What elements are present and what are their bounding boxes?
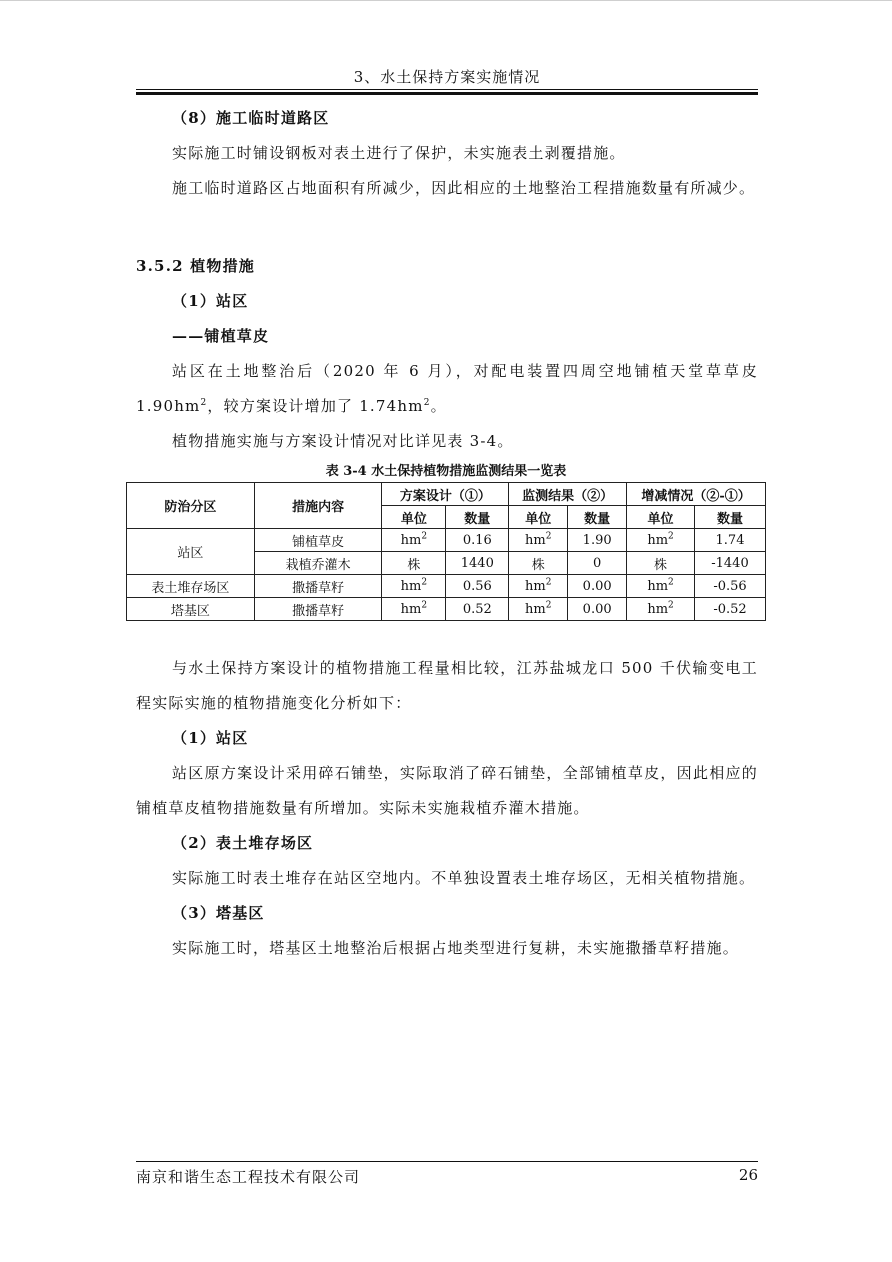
superscript: 2 xyxy=(423,398,431,408)
sub-heading-station: （1）站区 xyxy=(172,292,249,310)
analysis-heading-tower: （3）塔基区 xyxy=(172,904,265,922)
cell-qty: 1.74 xyxy=(695,529,766,552)
unit-text: hm xyxy=(647,532,669,548)
unit-text: hm xyxy=(400,532,422,548)
paragraph-intro: 与水土保持方案设计的植物措施工程量相比较，江苏盐城龙口 500 千伏输变电工程实际实施的植物措施变化分析如下： xyxy=(136,659,758,712)
analysis-heading-topsoil: （2）表土堆存场区 xyxy=(172,834,314,852)
cell-measure: 铺植草皮 xyxy=(254,529,382,552)
unit-text: hm xyxy=(525,601,546,617)
cell-qty: -0.52 xyxy=(695,598,766,621)
text-run: 站区在土地整治后（2020 年 6 月），对配电装置四周空地铺植天堂草草皮1.90hm xyxy=(136,362,758,415)
footer-rule xyxy=(136,1161,758,1162)
cell-unit xyxy=(627,529,695,552)
cell-measure: 撒播草籽 xyxy=(254,598,382,621)
table-row xyxy=(127,598,766,621)
paragraph: 施工临时道路区占地面积有所减少，因此相应的土地整治工程措施数量有所减少。 xyxy=(172,179,756,197)
superscript: 2 xyxy=(421,531,428,542)
plant-measures-table xyxy=(126,482,766,621)
cell-qty: 0.52 xyxy=(446,598,509,621)
table-row xyxy=(127,529,766,552)
col-header-unit: 单位 xyxy=(627,506,695,529)
heading-temp-road: （8）施工临时道路区 xyxy=(172,109,330,127)
cell-qty: -0.56 xyxy=(695,575,766,598)
col-header-qty: 数量 xyxy=(446,506,509,529)
cell-qty: 0.00 xyxy=(568,598,627,621)
cell-qty: -1440 xyxy=(695,552,766,575)
page-number: 26 xyxy=(738,1166,758,1184)
cell-qty: 0.00 xyxy=(568,575,627,598)
col-header-qty: 数量 xyxy=(568,506,627,529)
paragraph: 植物措施实施与方案设计情况对比详见表 3-4。 xyxy=(172,432,514,450)
superscript: 2 xyxy=(421,600,428,611)
cell-measure: 栽植乔灌木 xyxy=(254,552,382,575)
unit-text: hm xyxy=(525,532,546,548)
text-run: 。 xyxy=(430,397,447,415)
header-rule-thin xyxy=(136,89,758,90)
col-header-change: 增减情况（②-①） xyxy=(627,483,766,506)
cell-qty: 1440 xyxy=(446,552,509,575)
paragraph: 实际施工时，塔基区土地整治后根据占地类型进行复耕，未实施撒播草籽措施。 xyxy=(172,939,740,957)
cell-unit: 株 xyxy=(509,552,568,575)
unit-text: hm xyxy=(525,578,546,594)
table-row xyxy=(127,575,766,598)
col-header-unit: 单位 xyxy=(509,506,568,529)
cell-zone: 表土堆存场区 xyxy=(127,575,255,598)
superscript: 2 xyxy=(668,531,674,542)
running-header: 3、水土保持方案实施情况 xyxy=(353,68,541,86)
col-header-unit: 单位 xyxy=(382,506,446,529)
block-analysis xyxy=(136,651,758,966)
unit-text: hm xyxy=(647,578,669,594)
unit-text: hm xyxy=(647,601,669,617)
cell-unit xyxy=(627,575,695,598)
unit-text: hm xyxy=(400,601,422,617)
section-heading: 3.5.2 植物措施 xyxy=(136,257,255,275)
table-caption: 表 3-4 水土保持植物措施监测结果一览表 xyxy=(325,464,567,479)
superscript: 2 xyxy=(545,600,552,611)
header-rule-thick xyxy=(136,92,758,95)
sub-heading-turf: ——铺植草皮 xyxy=(172,327,270,345)
cell-unit: 株 xyxy=(382,552,446,575)
block-plant-measures xyxy=(136,249,758,459)
cell-unit xyxy=(509,598,568,621)
superscript: 2 xyxy=(421,577,428,588)
cell-zone: 站区 xyxy=(127,529,255,575)
superscript: 2 xyxy=(668,600,674,611)
cell-unit xyxy=(382,529,446,552)
col-header-design: 方案设计（①） xyxy=(382,483,509,506)
cell-unit xyxy=(382,598,446,621)
block-temp-road xyxy=(136,101,758,206)
table-header-row xyxy=(127,483,766,506)
paragraph: 实际施工时铺设钢板对表土进行了保护，未实施表土剥覆措施。 xyxy=(172,144,626,162)
superscript: 2 xyxy=(545,577,552,588)
cell-qty: 0 xyxy=(568,552,627,575)
col-header-zone: 防治分区 xyxy=(127,483,255,529)
col-header-qty: 数量 xyxy=(695,506,766,529)
superscript: 2 xyxy=(545,531,552,542)
cell-unit xyxy=(627,598,695,621)
paragraph: 站区原方案设计采用碎石铺垫，实际取消了碎石铺垫，全部铺植草皮，因此相应的铺植草皮植物措施数量有所增加。实际未实施栽植乔灌木措施。 xyxy=(136,764,758,817)
cell-qty: 1.90 xyxy=(568,529,627,552)
page-edge xyxy=(0,0,892,1)
cell-qty: 0.16 xyxy=(446,529,509,552)
paragraph-turf xyxy=(136,354,758,424)
analysis-heading-station: （1）站区 xyxy=(172,729,249,747)
text-run: ，较方案设计增加了 1.74hm xyxy=(207,397,424,415)
superscript: 2 xyxy=(200,398,208,408)
paragraph: 实际施工时表土堆存在站区空地内。不单独设置表土堆存场区，无相关植物措施。 xyxy=(172,869,756,887)
cell-qty: 0.56 xyxy=(446,575,509,598)
col-header-measure: 措施内容 xyxy=(254,483,382,529)
cell-unit xyxy=(382,575,446,598)
cell-unit xyxy=(509,529,568,552)
footer-company: 南京和谐生态工程技术有限公司 xyxy=(136,1168,361,1186)
cell-measure: 撒播草籽 xyxy=(254,575,382,598)
superscript: 2 xyxy=(668,577,674,588)
unit-text: hm xyxy=(400,578,422,594)
cell-zone: 塔基区 xyxy=(127,598,255,621)
col-header-monitor: 监测结果（②） xyxy=(509,483,627,506)
cell-unit: 株 xyxy=(627,552,695,575)
cell-unit xyxy=(509,575,568,598)
